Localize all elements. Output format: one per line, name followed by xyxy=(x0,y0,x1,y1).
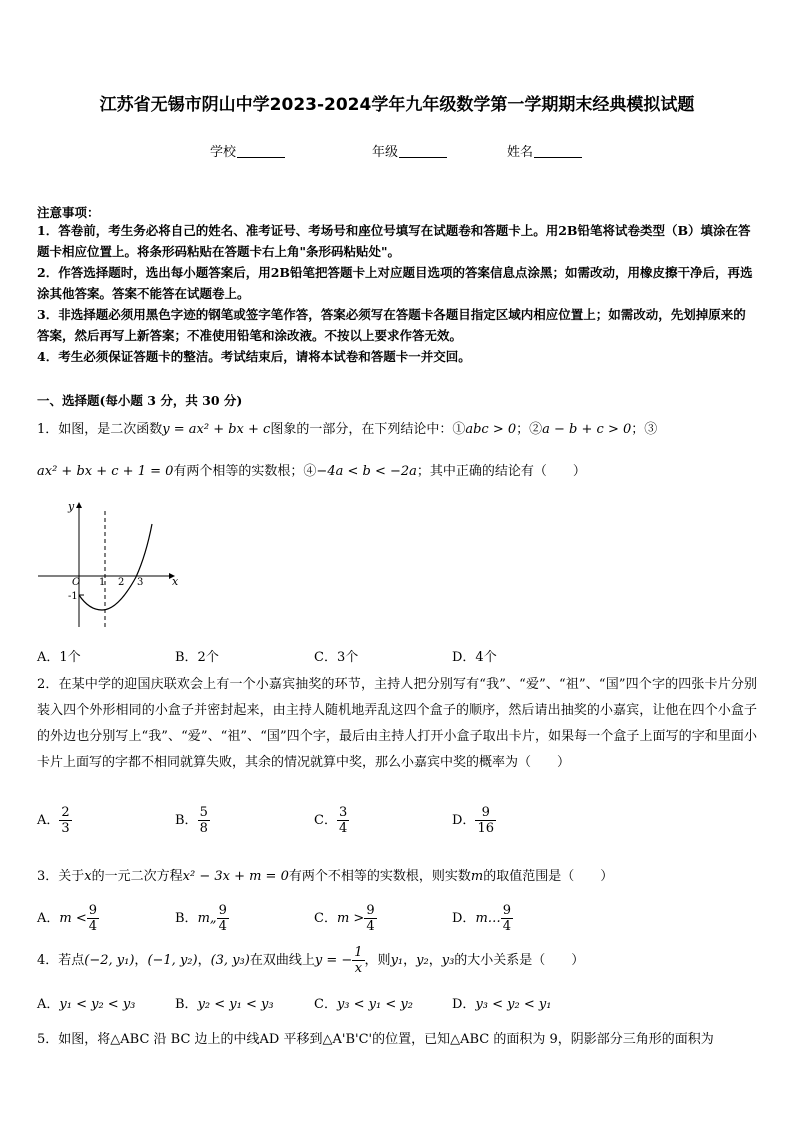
page-title: 江苏省无锡市阴山中学2023-2024学年九年级数学第一学期期末经典模拟试题 xyxy=(99,95,695,115)
grade-field xyxy=(372,141,447,160)
note-item: 3．非选择题必须用黑色字迹的钢笔或签字笔作答，答案必须写在答题卡各题目指定区域内相应位置上；如需改动，先划掉原来的答案，然后再写上新答案；不准使用铅笔和涂改液。不按以上要求作答无效。 xyxy=(37,307,746,343)
q1-option-b[interactable]: B．2个 xyxy=(175,650,219,665)
x-axis-label: x xyxy=(172,575,179,588)
numerator: 9 xyxy=(88,903,98,918)
denominator: 3 xyxy=(61,821,70,836)
q3-text: 的取值范围是（ ） xyxy=(483,869,614,884)
q2-option-b[interactable] xyxy=(175,805,210,836)
q4-point: (−1, y₂) xyxy=(147,953,198,968)
q4-text: ， xyxy=(197,953,211,968)
q3-option-c[interactable] xyxy=(314,903,377,934)
q4-variable: y₃ xyxy=(441,953,455,968)
denominator: 8 xyxy=(199,821,208,836)
option-label: C． xyxy=(314,997,337,1012)
denominator: 4 xyxy=(88,919,98,934)
parabola-curve xyxy=(79,524,152,610)
denominator: 4 xyxy=(338,821,348,836)
note-item: 4．考生必须保证答题卡的整洁。考试结束后，请将本试卷和答题卡一并交回。 xyxy=(37,349,471,364)
grade-label: 年级 xyxy=(372,145,399,160)
inequality: m > xyxy=(336,911,365,926)
name-field xyxy=(507,141,582,160)
inequality: m… xyxy=(475,911,501,926)
school-label: 学校 xyxy=(210,145,237,160)
q3-variable: m xyxy=(470,869,484,884)
option-expression: y₃ < y₂ < y₁ xyxy=(475,997,552,1012)
denominator: 16 xyxy=(477,821,494,836)
option-label: B． xyxy=(175,911,198,926)
fraction xyxy=(337,805,349,836)
option-label: C． xyxy=(314,911,337,926)
denominator: x xyxy=(354,961,363,976)
q1-option-a[interactable]: A．1个 xyxy=(37,650,81,665)
grade-blank xyxy=(399,157,447,158)
section-heading: 一、选择题(每小题 3 分，共 30 分) xyxy=(37,393,243,408)
parabola-graph xyxy=(36,497,181,637)
q2-option-d[interactable] xyxy=(452,805,496,836)
question-3 xyxy=(37,867,613,887)
numerator: 9 xyxy=(218,903,227,918)
q4-text: ， xyxy=(403,953,417,968)
q1-conclusion-1: abc > 0 xyxy=(465,422,517,437)
q4-text: ， xyxy=(428,953,442,968)
q1-conclusion-3: ax² + bx + c + 1 = 0 xyxy=(37,464,174,479)
q3-option-a[interactable] xyxy=(37,903,99,934)
question-4 xyxy=(37,945,584,976)
q4-variable: y₂ xyxy=(416,953,429,968)
option-label: C． xyxy=(314,813,337,828)
option-label: D． xyxy=(452,911,476,926)
q3-variable: x xyxy=(84,869,92,884)
q1-text: 有两个相等的实数根；④ xyxy=(173,464,317,479)
option-expression: y₃ < y₁ < y₂ xyxy=(336,997,413,1012)
q3-text: 有两个不相等的实数根，则实数 xyxy=(288,869,471,884)
q1-conclusion-4: −4a < b < −2a xyxy=(316,464,417,479)
fraction xyxy=(59,805,71,836)
numerator: 5 xyxy=(199,805,208,820)
denominator: 4 xyxy=(366,919,375,934)
q2-option-a[interactable] xyxy=(37,805,72,836)
option-label: A． xyxy=(37,911,60,926)
q1-function: y = ax² + bx + c xyxy=(162,422,271,437)
option-label: A． xyxy=(37,997,60,1012)
name-label: 姓名 xyxy=(507,145,534,160)
fraction xyxy=(352,945,364,976)
y-axis-label: y xyxy=(68,500,75,513)
school-field xyxy=(210,141,285,160)
q4-text: 4．若点 xyxy=(37,953,85,968)
school-blank xyxy=(237,157,285,158)
note-item: 2．作答选择题时，选出每小题答案后，用2B铅笔把答题卡上对应题目选项的答案信息点涂黑；如需改动，用橡皮擦干净后，再选涂其他答案。答案不能答在试题卷上。 xyxy=(37,265,753,301)
question-2: 2．在某中学的迎国庆联欢会上有一个小嘉宾抽奖的环节，主持人把分别写有“我”、“爱”、“祖”、“国”四个字的四张卡片分别装入四个外形相同的小盒子并密封起来，由主持人随机地弄乱这四个盒子的顺序，然后请出抽奖的小嘉宾，让他在四个小盒子的外边也分别写上“我”、“爱”、“祖”、“国”四个字，最后由主持人打开小盒子取出卡片，如果每一个盒子上面写的字和里面小卡片上面写的字都不相同就算失败，其余的情况就算中奖，那么小嘉宾中奖的概率为（ ） xyxy=(37,677,757,770)
q4-text: ，则 xyxy=(364,953,391,968)
q4-option-c[interactable] xyxy=(314,993,413,1012)
denominator: 4 xyxy=(218,919,227,934)
tick-label-2: 2 xyxy=(118,577,125,588)
numerator: 9 xyxy=(502,903,512,918)
tick-label-minus-1: -1 xyxy=(68,591,78,602)
q4-text: ， xyxy=(134,953,148,968)
q2-option-c[interactable] xyxy=(314,805,349,836)
numerator: 3 xyxy=(338,805,348,820)
q4-text: 在双曲线上 xyxy=(249,953,315,968)
tick-label-1: 1 xyxy=(99,577,106,588)
option-label: A． xyxy=(37,813,60,828)
notes-heading: 注意事项： xyxy=(37,205,100,220)
option-label: B． xyxy=(175,813,198,828)
fraction xyxy=(87,903,99,934)
name-blank xyxy=(534,157,582,158)
q3-option-d[interactable] xyxy=(452,903,513,934)
q4-option-d[interactable] xyxy=(452,993,551,1012)
q4-variable: y₁ xyxy=(390,953,404,968)
numerator: 2 xyxy=(61,805,70,820)
option-expression: y₁ < y₂ < y₃ xyxy=(59,997,136,1012)
q3-equation: x² − 3x + m = 0 xyxy=(182,869,289,884)
numerator: 9 xyxy=(475,805,496,821)
inequality: m„ xyxy=(197,911,217,926)
fraction xyxy=(198,805,210,836)
q1-option-d[interactable]: D．4个 xyxy=(452,650,497,665)
q1-text: 1．如图，是二次函数 xyxy=(37,422,163,437)
q3-text: 3．关于 xyxy=(37,869,85,884)
fraction xyxy=(217,903,229,934)
q1-text: ；③ xyxy=(631,422,658,437)
q4-option-b[interactable] xyxy=(175,993,274,1012)
q1-text: ；② xyxy=(516,422,543,437)
question-1-line-1 xyxy=(37,420,657,440)
numerator: 1 xyxy=(354,945,363,960)
question-5: 5．如图，将△ABC 沿 BC 边上的中线AD 平移到△A'B'C'的位置，已知△ABC 的面积为 9，阴影部分三角形的面积为 xyxy=(37,1032,714,1047)
q3-text: 的一元二次方程 xyxy=(91,869,183,884)
q1-text: 图象的一部分，在下列结论中：① xyxy=(270,422,466,437)
fraction xyxy=(364,903,376,934)
fraction xyxy=(475,805,496,836)
inequality: m < xyxy=(59,911,87,926)
numerator: 9 xyxy=(366,903,375,918)
q1-conclusion-2: a − b + c > 0 xyxy=(542,422,632,437)
q3-option-b[interactable] xyxy=(175,903,229,934)
option-label: D． xyxy=(452,813,476,828)
option-label: B． xyxy=(175,997,198,1012)
q4-option-a[interactable] xyxy=(37,993,135,1012)
option-label: D． xyxy=(452,997,476,1012)
q1-option-c[interactable]: C．3个 xyxy=(314,650,359,665)
option-expression: y₂ < y₁ < y₃ xyxy=(197,997,274,1012)
q4-text: 的大小关系是（ ） xyxy=(454,953,585,968)
tick-label-3: 3 xyxy=(137,577,144,588)
q4-point: (−2, y₁) xyxy=(84,953,135,968)
fraction xyxy=(501,903,513,934)
origin-label: O xyxy=(72,577,81,588)
q4-point: (3, y₃) xyxy=(210,953,250,968)
note-item: 1．答卷前，考生务必将自己的姓名、准考证号、考场号和座位号填写在试题卷和答题卡上。用2B铅笔将试卷类型（B）填涂在答题卡相应位置上。将条形码粘贴在答题卡右上角"条形码粘贴处"。 xyxy=(37,223,751,259)
question-1-line-2 xyxy=(37,462,586,482)
denominator: 4 xyxy=(502,919,512,934)
q4-function: y = − xyxy=(314,953,353,968)
q1-text: ；其中正确的结论有（ ） xyxy=(416,464,586,479)
